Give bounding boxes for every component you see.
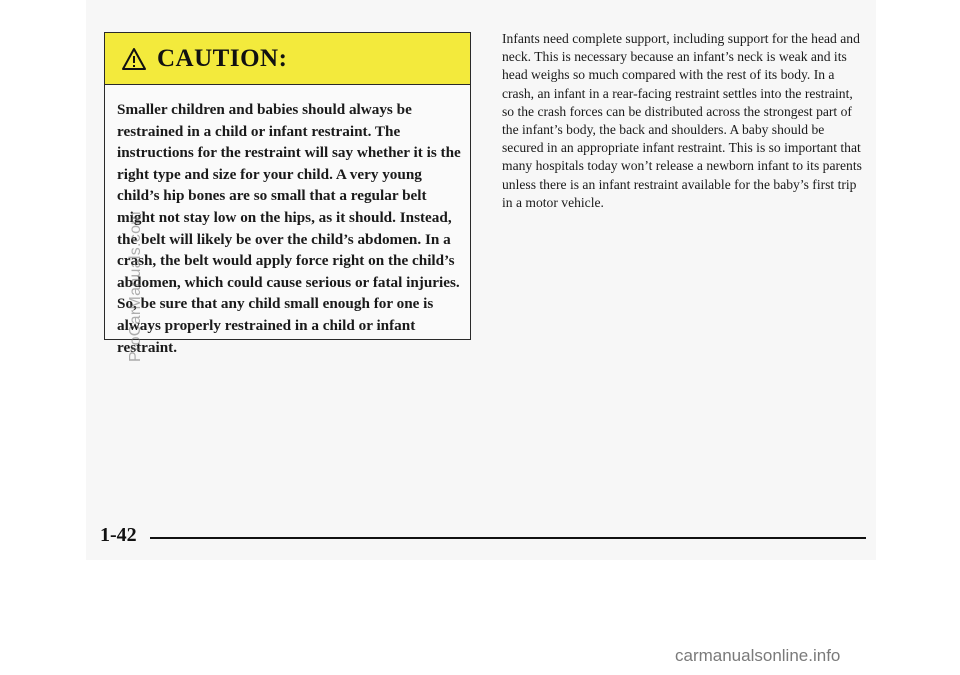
caution-body-text: Smaller children and babies should always be restrained in a child or infant restraint. The instructions for the restraint will say whether it is the right type and size for your child. A very young child’s hip bones are so small that a regular belt might not stay low on the hips, as it should. Instead, the belt will likely be over the child’s abdomen. In a crash, the belt would apply force right on the child’s abdomen, which could cause serious or fatal injuries. So, be sure that any child small enough for one is always properly restrained in a child or infant restraint. [117, 101, 461, 356]
caution-header [105, 33, 470, 85]
footer-rule [150, 537, 866, 539]
page-number: 1-42 [100, 524, 137, 546]
warning-triangle-icon [121, 47, 147, 71]
infant-support-paragraph: Infants need complete support, including support for the head and neck. This is necessary because an infant’s neck is weak and its head weighs so much compared with the rest of its body. In a crash, an infant in a rear-facing restraint settles into the restraint, so the crash forces can be distributed across the strongest part of the infant’s body, the back and shoulders. A baby should be secured in an appropriate infant restraint. This is so important that many hospitals today won’t release a newborn infant to its parents unless there is an infant restraint available for the baby’s first trip in a motor vehicle. [502, 31, 862, 210]
watermark-vertical: ProCarManuals.com [127, 211, 144, 362]
caution-title: CAUTION: [157, 44, 288, 72]
watermark-bottom: carmanualsonline.info [675, 646, 841, 665]
caution-box [104, 32, 471, 356]
